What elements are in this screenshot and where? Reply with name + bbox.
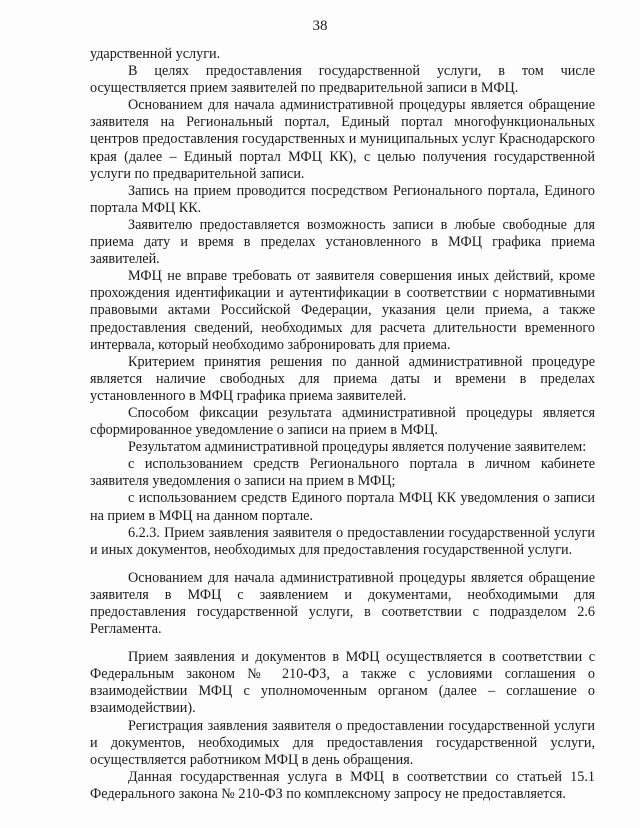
paragraph: Способом фиксации результата административной процедуры является сформированное уведомление о записи на прием в МФЦ. <box>90 404 595 439</box>
paragraph: Критерием принятия решения по данной административной процедуре является наличие свободных для приема даты и времени в пределах установленного в МФЦ графика приема заявителей. <box>90 353 595 404</box>
paragraph: В целях предоставления государственной услуги, в том числе осуществляется прием заявителей по предварительной записи в МФЦ. <box>90 63 595 97</box>
paragraph: Основанием для начала административной процедуры является обращение заявителя в МФЦ с заявлением и документами, необходимыми для предоставления государственной услуги, в соответствии с подразделом 2.6 Регламента. <box>90 569 595 638</box>
paragraph: Заявителю предоставляется возможность записи в любые свободные для приема дату и время в пределах установленного в МФЦ графика приема заявителей. <box>90 216 595 268</box>
paragraph: Основанием для начала административной процедуры является обращение заявителя на Региональный портал, Единый портал многофункциональных центров предоставления государственных и муниципальных услуг Краснодарского края (далее – Единый портал МФЦ КК), с целью получения государственной услуги по предварительной записи. <box>90 97 595 182</box>
document-body <box>90 46 595 803</box>
paragraph: Прием заявления и документов в МФЦ осуществляется в соответствии с Федеральным законом № 210-ФЗ, а также с условиями соглашения о взаимодействии МФЦ с уполномоченным органом (далее – соглашение о взаимодействии). <box>90 649 595 717</box>
paragraph: Результатом административной процедуры является получение заявителем: <box>128 439 587 456</box>
paragraph: с использованием средств Единого портала МФЦ КК уведомления о записи на прием в МФЦ на данном портале. <box>90 490 595 524</box>
paragraph: МФЦ не вправе требовать от заявителя совершения иных действий, кроме прохождения идентификации и аутентификации в соответствии с нормативными правовыми актами Российской Федерации, указания цели приема, а также предоставления сведений, необходимых для расчета длительности временного интервала, который необходимо забронировать для приема. <box>90 268 595 353</box>
paragraph: Запись на прием проводится посредством Регионального портала, Единого портала МФЦ КК. <box>90 182 595 216</box>
page-number: 38 <box>312 18 328 34</box>
paragraph: ударственной услуги. <box>90 46 221 62</box>
paragraph: с использованием средств Регионального портала в личном кабинете заявителя уведомления о записи на прием в МФЦ; <box>90 456 595 490</box>
paragraph: Регистрация заявления заявителя о предоставлении государственной услуги и документов, необходимых для предоставления государственной услуги, осуществляется работником МФЦ в день обращения. <box>90 717 595 768</box>
paragraph: 6.2.3. Прием заявления заявителя о предоставлении государственной услуги и иных документов, необходимых для предоставления государственной услуги. <box>90 524 595 558</box>
paragraph: Данная государственная услуга в МФЦ в соответствии со статьей 15.1 Федерального закона № 210-ФЗ по комплексному запросу не предоставляется. <box>90 768 595 802</box>
